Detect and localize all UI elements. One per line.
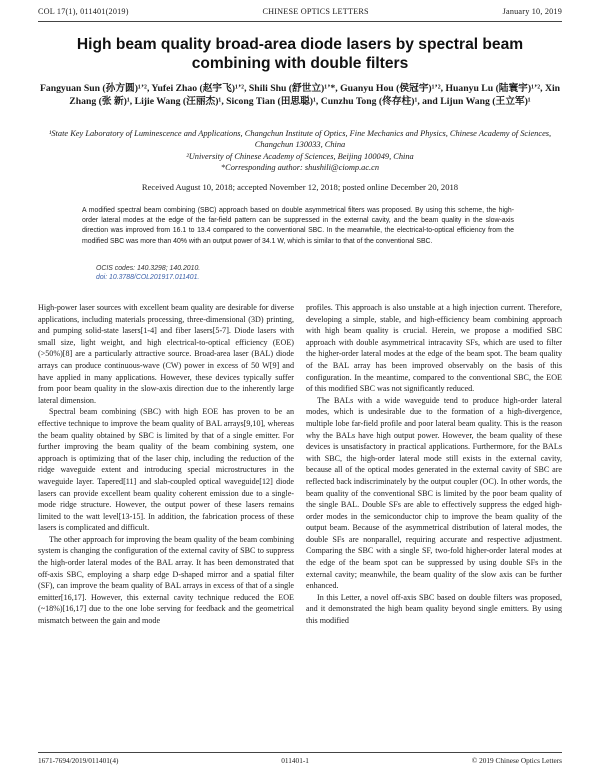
doi-link[interactable]: doi: 10.3788/COL201917.011401. [96, 274, 200, 281]
journal-reference: COL 17(1), 011401(2019) [38, 7, 129, 16]
body-paragraph: In this Letter, a novel off-axis SBC based on double filters was proposed, and it demonstrated the high beam quality beyond single emitters. By using this modified [306, 592, 562, 626]
left-column [38, 302, 294, 627]
affiliation-1: ¹State Key Laboratory of Luminescence and Applications, Changchun Institute of Optics, Fine Mechanics and Physics, Chinese Academy of Sciences, Changchun 130033, China [48, 129, 552, 150]
affiliations [38, 128, 562, 173]
body-paragraph: The BALs with a wide waveguide tend to produce high-order lateral modes, which is undesirable due to the formation of a high-divergence, multiple lobe far-field profile and poor lateral beam quality. This is the reason why the BALs have high output power. However, the beam quality of these devices is unsatisfactory in practical applications. Furthermore, for the BALs with SBC, the high-order lateral mode still exists in the external cavity, because all of the optical modes generated in the external cavity of SBC are reflected back indiscriminately by the output coupler (OC). In other words, the beam quality of the conventional SBC is limited by the poor beam quality of the single BAL. Double SFs are able to effectively suppress the edged high-order modes in the semiconductor chip to improve the beam quality of the output beam. Because of the asymmetrical distribution of lateral modes, the double SFs are nonparallel, requiring accurate and respective adjustment. Comparing the SBC with a single SF, two-fold higher-order lateral modes at the edge of the beam spot can be suppressed by using double SFs in the external cavity; meanwhile, the beam quality of the slow axis can be further enhanced. [306, 395, 562, 591]
copyright: © 2019 Chinese Optics Letters [471, 756, 562, 765]
issue-date: January 10, 2019 [502, 7, 562, 16]
header-rule [38, 21, 562, 22]
page-number: 011401-1 [281, 756, 309, 765]
issn: 1671-7694/2019/011401(4) [38, 756, 119, 765]
body-paragraph: Spectral beam combining (SBC) with high EOE has proven to be an effective technique to improve the beam quality of BAL arrays[9,10], whereas the beam quality obtained by SBC is limited by that of a single emitter. For further improving the beam quality of the beam combining system, one approach is optimizing that of the laser chip, including the reduction of the ridge waveguide extent and introducing special microstructures in the waveguide layer. Tapered[11] and slab-coupled optical waveguide[12] diode lasers can provide excellent beam quality coherent emission due to a single-mode ridge structure. However, the output power of these lasers remains limited to the watt level[13-15]. In addition, the fabrication process of these lasers is complicated and difficult. [38, 407, 294, 533]
author-list: Fangyuan Sun (孙方圆)¹ʼ², Yufei Zhao (赵宇飞)¹ʼ², Shili Shu (舒世立)¹ʼ*, Guanyu Hou (侯冠宇)¹ʼ², Huanyu Lu (陆寰宇)¹ʼ², Xin Zhang (张 新)¹, Lijie Wang (汪丽杰)¹, Sicong Tian (田思聪)¹, Cunzhu Tong (佟存柱)¹, and Lijun Wang (王立军)¹ [39, 83, 561, 107]
affiliation-2: ²University of Chinese Academy of Sciences, Beijing 100049, China [186, 151, 414, 161]
running-header [38, 7, 562, 19]
received-dates: Received August 10, 2018; accepted November 12, 2018; posted online December 20, 2018 [141, 182, 459, 192]
right-column [306, 302, 562, 627]
page-footer [38, 756, 562, 765]
footer-rule [38, 752, 562, 753]
abstract: A modified spectral beam combining (SBC) approach based on double asymmetrical filters was proposed. By using this scheme, the high-order lateral modes at the edge of the far-field pattern can be suppressed in the external cavity, and the beam quality in the slow-axis direction was improved from 16.1 to 13.4 compared to the conventional SBC. In the meanwhile, the electrical-to-optical efficiency from the modified SBC was more than 40% with an output power of 34.1 W, which is similar to that of the conventional SBC. [82, 207, 514, 245]
body-paragraph: The other approach for improving the beam quality of the beam combining system is changing the configuration of the external cavity of SBC to suppress the high-order lateral modes of the BAL array. It has been demonstrated that off-axis SBC, employing a sharp edge D-shaped mirror and a spatial filter (SF), can improve the beam quality of BAL arrays in excess of that of a single emitter[16,17]. However, this external cavity technique reduced the EOE (~18%)[16,17] due to the one lobe serving for feedback and the geometrical mismatch between the gain and mode [38, 534, 294, 626]
body-paragraph: profiles. This approach is also unstable at a high injection current. Therefore, developing a simple, stable, and high-efficiency beam combining approach with high beam quality is crucial. Herein, we propose a modified SBC approach with double asymmetrical intracavity SFs, which are used to filter the higher-order lateral modes at the edge of the beam spot. The beam quality of the BAL array has been improved observably on the basis of this configuration. In the meantime, compared to the conventional SBC, the EOE of this modified SBC was not significantly reduced. [306, 303, 562, 394]
paper-title: High beam quality broad-area diode lasers by spectral beam combining with double filters [76, 36, 524, 72]
corresponding-author: *Corresponding author: shushili@ciomp.ac.cn [220, 162, 380, 172]
ocis-codes: OCIS codes: 140.3298; 140.2010. [96, 265, 201, 272]
codes-block [96, 264, 200, 282]
body-paragraph: High-power laser sources with excellent beam quality are desirable for diverse applications, including materials processing, three-dimensional (3D) printing, and pumping solid-state lasers[1-4] and fiber lasers[5-7]. Diode lasers with small size, light weight, and high electrical-to-optical efficiency (EOE) (>50%)[8] are a particularly attractive source. Broad-area laser (BAL) diode arrays can produce continuous-wave (CW) power in excess of 50 W[9] and have applied in many applications. However, these devices typically suffer from poor beam quality in the slow-axis direction due to the inherently large lateral dimension. [38, 303, 294, 405]
journal-name: CHINESE OPTICS LETTERS [262, 7, 369, 16]
